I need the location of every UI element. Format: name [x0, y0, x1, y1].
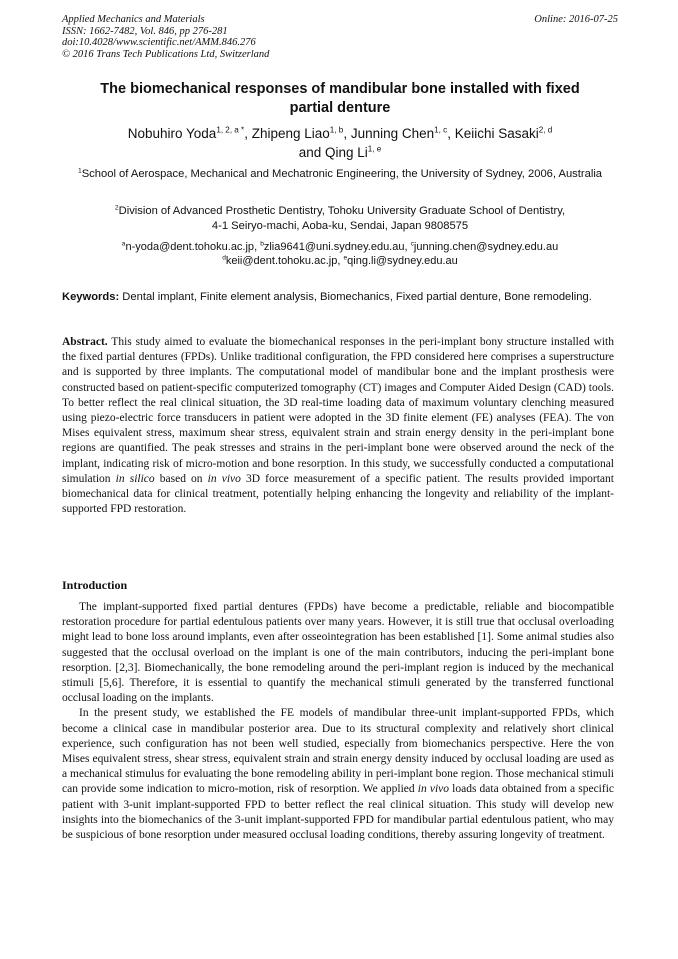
- author-sup: 1, e: [367, 144, 382, 154]
- email-sup: a: [121, 240, 126, 248]
- affiliation-line1: [62, 204, 618, 219]
- intro-italic: in vivo: [417, 783, 450, 796]
- email-line2: [62, 254, 618, 268]
- email-address[interactable]: n-yoda@dent.tohoku.ac.jp: [125, 241, 255, 253]
- author-sup: 1, c: [434, 125, 448, 135]
- email-sup: d: [222, 254, 226, 262]
- email-address[interactable]: qing.li@sydney.edu.au: [347, 255, 458, 267]
- abstract-label: Abstract.: [62, 336, 108, 348]
- affiliation-sup: 2: [114, 204, 119, 212]
- email-sup: e: [343, 254, 348, 262]
- journal-doi: doi:10.4028/www.scientific.net/AMM.846.276: [62, 37, 256, 48]
- affiliation-2: [62, 204, 618, 234]
- abstract-text: based on: [154, 472, 208, 485]
- online-date: Online: 2016-07-25: [534, 14, 618, 25]
- email-address[interactable]: zlia9641@uni.sydney.edu.au: [263, 241, 405, 253]
- keywords-text: Dental implant, Finite element analysis, Biomechanics, Fixed partial denture, Bone remodeling.: [119, 291, 592, 303]
- email-sep: ,: [254, 241, 261, 253]
- intro-text: In the present study, we established the FE models of mandibular three-unit implant-supported FPDs, which become a clinical case in mandibular posterior area. Due to its structural complexity and relatively short clinical experience, such configuration has not been well studied, especially from biomechanics perspective. Here the von Mises equivalent stress, shear stress, equivalent strain and strain energy density induced by occlusal loading are used as a mechanical stimulus for evaluating the bone remodeling ability in peri-implant bone region. Those mechanical stimuli can provide some indication to micro-motion, risk of resorption. We applied: [62, 707, 614, 796]
- intro-paragraph-1: The implant-supported fixed partial dentures (FPDs) have become a predictable, reliable and biocompatible restoration procedure for partial edentulous patients over many years. However, it is still true that occlusal overloading might lead to bone loss around implants, even after osseointegration has been established [1]. Some animal studies also suggested that the occlusal overload on the implant is one of the main contributors, inducing the peri-implant bone resorption. [2,3]. Biomechanically, the bone remodeling around the peri-implant region is induced by the mechanical stimuli [5,6]. Therefore, it is essential to quantify the mechanical stimuli generated by the transferred functional occlusal loading on the implants.: [62, 601, 614, 705]
- author-name: and Qing Li: [298, 145, 368, 160]
- paper-title: [62, 80, 618, 118]
- author-name: Keiichi Sasaki: [454, 126, 539, 141]
- abstract-italic: in silico: [115, 472, 155, 485]
- email-sup: b: [260, 240, 264, 248]
- journal-issn: ISSN: 1662-7482, Vol. 846, pp 276-281: [62, 25, 228, 37]
- email-line1: [62, 240, 618, 254]
- journal-header: [62, 14, 618, 60]
- email-sup: c: [410, 240, 414, 248]
- paper-title-line1: The biomechanical responses of mandibular bone installed with fixed: [100, 81, 580, 97]
- abstract-italic: in vivo: [207, 472, 241, 485]
- email-address[interactable]: keii@dent.tohoku.ac.jp: [225, 255, 338, 267]
- journal-copyright: © 2016 Trans Tech Publications Ltd, Switzerland: [62, 48, 270, 60]
- email-address[interactable]: junning.chen@sydney.edu.au: [413, 241, 559, 253]
- intro-text: loads data obtained from a specific patient with 3-unit implant-supported FPD to better reflect the real clinical situation. This study will develop new insights into the biomechanics of the 3-unit implant-supported FPD for mandibular partial edentulous patient, who may be suspicious of bone resorption under measured occlusal loading conditions, thereby assuring longevity of treatment.: [62, 783, 614, 842]
- author-name: Zhipeng Liao: [251, 126, 330, 141]
- keywords-paragraph: [62, 290, 614, 305]
- author-sup: 1, 2, a *: [216, 125, 245, 135]
- affiliation-text: School of Aerospace, Mechanical and Mechatronic Engineering, the University of Sydney, 2006, Australia: [81, 168, 603, 180]
- abstract-text: This study aimed to evaluate the biomechanical responses in the peri-implant bony structure installed with the fixed partial dentures (FPDs). Unlike traditional configuration, the FPD considered here comprises a superstructure and is supported by three implants. The computational model of mandibular bone and the implant prosthesis were constructed based on patient-specific computerized tomography (CT) images and Computer Aided Design (CAD) tools. To better reflect the real clinical situation, the 3D real-time loading data of maximum voluntary clenching measured using piezo-electric force transducers in patient were adopted in the 3D finite element (FE) analyses (FEA). The von Mises equivalent stress, maximum shear stress, equivalent strain and strain energy density in the peri-implant bone regions are quantified. The peak stresses and strains in the peri-implant bone were observed around the neck of the implant, indicating risk of micro-motion and bone resorption. In this study, we successfully conducted a computational simulation: [62, 336, 614, 485]
- author-name: Junning Chen: [350, 126, 435, 141]
- section-heading-introduction: Introduction: [62, 578, 128, 592]
- author-sep: ,: [447, 126, 455, 141]
- keywords-label: Keywords:: [62, 291, 120, 303]
- affiliation-line2: 4-1 Seiryo-machi, Aoba-ku, Sendai, Japan 9808575: [211, 220, 469, 232]
- affiliation-text: Division of Advanced Prosthetic Dentistry, Tohoku University Graduate School of Dentistry,: [118, 205, 566, 217]
- abstract-paragraph: [62, 335, 614, 517]
- paper-title-line2: partial denture: [289, 100, 391, 116]
- author-line1: [62, 124, 618, 143]
- author-sep: ,: [343, 126, 351, 141]
- intro-paragraph-2: [62, 706, 614, 843]
- affiliation-1: [62, 167, 618, 182]
- abstract-text: 3D force measurement of a specific patient. The results provided important biomechanical data for clinical treatment, potentially helping enhancing the longevity and reliability of the implant-supported FPD restoration.: [62, 472, 614, 516]
- affiliation-sup: 1: [77, 167, 82, 175]
- author-sup: 2, d: [538, 125, 553, 135]
- introduction-body: [62, 600, 614, 843]
- author-list: [62, 124, 618, 162]
- email-sep: ,: [337, 255, 344, 267]
- author-name: Nobuhiro Yoda: [127, 126, 217, 141]
- author-line2: [62, 143, 618, 162]
- author-sep: ,: [244, 126, 252, 141]
- author-sup: 1, b: [329, 125, 344, 135]
- journal-name: Applied Mechanics and Materials: [62, 14, 205, 25]
- email-list: [62, 240, 618, 268]
- email-sep: ,: [404, 241, 411, 253]
